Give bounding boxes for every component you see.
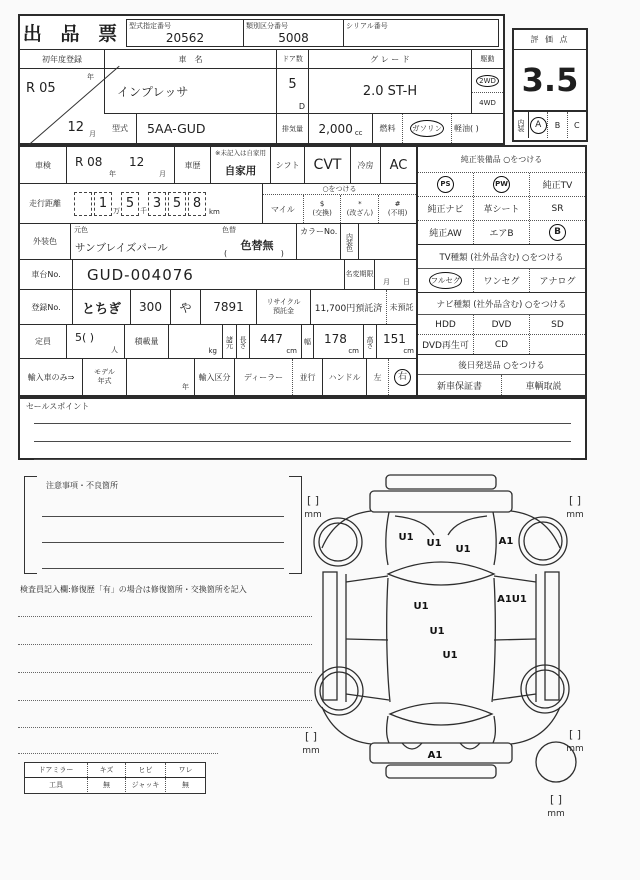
mileage-digit-box [74, 192, 92, 216]
color-row [20, 224, 416, 260]
chassis-value: GUD-004076 [72, 260, 344, 289]
tread-mm-label: mm [566, 744, 584, 754]
width-cell [313, 325, 363, 358]
navi-dvd: DVD [473, 315, 529, 334]
interior-grade-row [514, 110, 586, 138]
a-pillar-left [346, 576, 388, 582]
front-plate [386, 475, 496, 489]
recycle-label-1: リサイクル [266, 297, 301, 306]
navi-type-row-2 [418, 334, 585, 354]
tamper-symbol: * [358, 200, 362, 208]
airbag: エアB [473, 221, 529, 244]
mileage-digit-box: 3 [148, 192, 166, 216]
navi-type-header: ナビ種類 (社外品含む) ○をつける [418, 292, 585, 314]
damage-mark-rear-bumper: A1 [427, 750, 443, 761]
mileage-digit-box: 5 [168, 192, 186, 216]
mileage-sen-unit: 千 [140, 206, 147, 215]
oem-navi: 純正ナビ [427, 205, 464, 215]
rear-window [390, 703, 492, 725]
front-left-fender [322, 511, 371, 548]
first-reg-cell [20, 69, 104, 143]
color-change-cell [218, 224, 310, 259]
notes-label: 注意事項・不良箇所 [46, 481, 118, 490]
shift-value: CVT [304, 147, 350, 183]
capacity-unit: 人 [111, 346, 118, 354]
height-label: 高さ [363, 325, 376, 358]
mileage-mile: マイル [270, 204, 295, 214]
recycle-value: 11,700円預託済 [310, 290, 386, 324]
equipment-row-3 [418, 220, 585, 244]
damage-mark-hood-right: U1 [455, 544, 471, 555]
shift-label: シフト [270, 147, 304, 183]
width-label: 幅 [301, 325, 313, 358]
drive-2wd-selected: 2WD [476, 75, 499, 87]
equipment-header: 純正装備品 ○をつける [460, 155, 543, 164]
interior-color-value [358, 224, 416, 259]
damage-mark-roof: U1 [429, 626, 445, 637]
tread-mm-label: mm [304, 510, 322, 520]
inspector-label: 検査員記入欄:修復歴「有」の場合は修復箇所・交換箇所を記入 [20, 585, 247, 594]
spec-label: 諸元 [222, 325, 236, 358]
color-change-parens: ( ) [224, 249, 310, 258]
history-label: 車歴 [174, 147, 210, 183]
c-pillar-left [346, 694, 389, 700]
namechange-label-cell [344, 260, 374, 289]
first-reg-year: R 05 [26, 81, 56, 96]
damage-mark-left-door: U1 [413, 601, 429, 612]
model-code-value: 20562 [165, 30, 205, 45]
notes-section [24, 476, 302, 574]
rear-plate [386, 765, 496, 778]
interior-grade-c: C [567, 112, 586, 138]
tools-none: 無 [87, 778, 125, 792]
import-dealer: ディーラー [234, 359, 292, 395]
fuel-label: 燃料 [372, 114, 402, 143]
shaken-year: R 08 [75, 155, 103, 169]
mileage-digit-box: 5 [121, 192, 139, 216]
import-label: 輸入車のみ⇒ [27, 372, 75, 382]
model-code-field [126, 19, 244, 47]
vehicle-manual: 車輌取説 [501, 375, 585, 395]
color-no-label: カラーNo. [296, 224, 340, 259]
model-year-label-1: モデル [94, 367, 115, 376]
doors-header: ドア数 [276, 50, 308, 68]
load-cell [168, 325, 222, 358]
mileage-man-unit: 万 [113, 206, 120, 215]
tools-label: 工具 [49, 781, 63, 789]
inspection-row [20, 147, 416, 184]
first-reg-month: 12 [67, 120, 84, 135]
later-shipping-row [418, 374, 585, 395]
navi-empty-cell [529, 335, 585, 354]
shaken-label: 車検 [35, 160, 51, 170]
chassis-label: 車台No. [31, 270, 61, 279]
notes-line [42, 542, 284, 543]
notes-line [42, 516, 284, 517]
tools-table [24, 762, 206, 794]
fuel-diesel-cell [451, 114, 503, 143]
mileage-unit: km [209, 207, 220, 216]
width-value: 178 [324, 332, 347, 346]
mileage-unknown [378, 195, 416, 223]
break-label: ワレ [165, 763, 205, 777]
tools-row-2 [25, 778, 205, 792]
reg-region: とちぎ [72, 290, 130, 324]
handle-label: ハンドル [322, 359, 366, 395]
first-reg-header: 初年度登録 [42, 54, 82, 64]
page-title: 出 品 票 [22, 23, 124, 45]
model-year-label-2: 年式 [97, 377, 112, 385]
mid-form [18, 145, 587, 397]
length-cm: cm [286, 347, 297, 355]
front-bumper [370, 491, 512, 512]
tv-type-row [418, 268, 585, 292]
import-division-label: 輸入区分 [194, 359, 234, 395]
disp-label: 排気量 [276, 114, 308, 143]
orig-color-value: サンブレイズパール [75, 242, 168, 254]
load-unit: kg [208, 347, 217, 355]
model-label: 型式 [112, 124, 128, 133]
drive-4wd: 4WD [479, 98, 496, 107]
equipment-column [416, 147, 585, 395]
inspector-line [18, 700, 312, 701]
reg-number: 7891 [200, 290, 256, 324]
recycle-label-cell [256, 290, 310, 324]
handle-left: 左 [366, 359, 388, 395]
model-value: 5AA-GUD [136, 114, 276, 143]
crack-label: ヒビ [125, 763, 165, 777]
navi-type-row-1 [418, 314, 585, 334]
right-sill [545, 572, 559, 700]
column-header-row [20, 50, 503, 69]
registration-row [20, 290, 416, 325]
namechange-month-unit: 月 [383, 278, 390, 286]
car-name-header: 車 名 [104, 50, 276, 68]
tread-bracket: [ ] [568, 728, 582, 741]
tools-row-1 [25, 763, 205, 778]
tread-bracket: [ ] [304, 730, 318, 743]
damage-mark-hood-left: U1 [398, 532, 414, 543]
jack-none: 無 [165, 778, 205, 792]
height-value: 151 [383, 332, 406, 346]
tread-mm-label: mm [547, 809, 565, 819]
sales-point-line [34, 423, 571, 424]
history-cell [210, 147, 270, 183]
chassis-row [20, 260, 416, 290]
leather-seat: 革シート [473, 197, 529, 220]
sales-point-line [34, 441, 571, 442]
model-code-label: 型式指定番号 [129, 21, 171, 30]
car-damage-diagram [298, 462, 640, 827]
shaken-month: 12 [129, 155, 145, 169]
front-right-fender [511, 511, 560, 548]
width-cm: cm [348, 347, 359, 355]
inspector-line [18, 644, 312, 645]
import-row [20, 359, 416, 395]
orig-color-cell [70, 224, 218, 259]
notes-bracket-left [24, 476, 37, 574]
shaken-month-unit: 月 [159, 170, 166, 178]
history-note: ※未記入は自家用 [215, 149, 266, 157]
inspector-line [18, 727, 312, 728]
ps-selected: PS [437, 176, 454, 193]
height-cm: cm [403, 347, 414, 355]
drive-header: 駆動 [471, 50, 503, 68]
pw-selected: PW [493, 176, 510, 193]
recycle-label-2: 預託金 [273, 307, 294, 315]
ext-color-label: 外装色 [33, 237, 57, 246]
mileage-digit-box: 1 [94, 192, 112, 216]
cd: CD [473, 335, 529, 354]
drive-cell [471, 69, 503, 113]
mileage-tamper [340, 195, 378, 223]
hood-left-edge [386, 512, 389, 565]
trunk-right-edge [493, 716, 495, 743]
sales-point-box [18, 397, 587, 460]
dvd-playable: DVD再生可 [422, 341, 469, 351]
load-label: 積載量 [124, 325, 168, 358]
exchange-symbol: $ [319, 200, 325, 208]
reg-kana: や [170, 290, 200, 324]
inspector-line [18, 753, 218, 754]
first-reg-year-unit: 年 [87, 73, 94, 81]
rear-left-tire [315, 667, 363, 715]
navi-sd: SD [529, 315, 585, 334]
capacity-label: 定員 [35, 337, 51, 346]
reg-class-no: 300 [130, 290, 170, 324]
mileage-circle-note: ○をつける [263, 184, 416, 195]
unknown-label: (不明) [387, 209, 408, 217]
jack-label: ジャッキ [125, 778, 165, 792]
first-reg-month-unit: 月 [89, 130, 96, 138]
class-code-field [244, 19, 344, 47]
history-value: 自家用 [224, 165, 257, 177]
import-parallel: 並行 [292, 359, 322, 395]
damage-mark-hood-center: U1 [426, 538, 442, 549]
rear-bumper-curve-left [402, 743, 422, 749]
later-shipping-header: 後日発送品 ○をつける [418, 354, 585, 374]
damage-mark-roof-rear: U1 [442, 650, 458, 661]
fullseg-selected: フルセグ [429, 272, 463, 289]
oneseg: ワンセグ [473, 269, 529, 292]
score-box [512, 28, 588, 142]
fuel-paren: ( ) [470, 124, 479, 133]
score-value: 3.5 [521, 61, 579, 99]
capacity-value: 5( ) [75, 331, 95, 344]
left-sill [323, 572, 337, 700]
namechange-label: 名変期限 [345, 270, 374, 279]
fuel-diesel: 軽油 [454, 124, 470, 133]
serial-field [344, 19, 499, 47]
model-year-cell [126, 359, 194, 395]
grade-header: グ レ ー ド [308, 50, 471, 68]
top-form [18, 14, 505, 145]
interior-grade-a-selected: A [530, 117, 547, 134]
fuel-gasoline-selected: ガソリン [410, 120, 444, 137]
scratch-label: キズ [87, 763, 125, 777]
exchange-label: (交換) [312, 209, 332, 217]
interior-grade-b: B [547, 112, 566, 138]
namechange-day-unit: 日 [403, 278, 410, 286]
hood-right-edge [493, 512, 496, 565]
shaken-year-unit: 年 [109, 170, 116, 178]
tread-mm-label: mm [566, 510, 584, 520]
mileage-label: 走行距離 [29, 199, 61, 208]
left-door-split [346, 639, 388, 640]
doors-cell [276, 69, 308, 113]
oem-tv: 純正TV [529, 173, 585, 196]
model-year-label-cell [82, 359, 126, 395]
ac-label: 冷房 [350, 147, 380, 183]
fuel-gas-cell [402, 114, 451, 143]
color-change-label: 色替 [222, 226, 236, 234]
tread-bracket: [ ] [549, 793, 563, 806]
interior-grade-label: 内装 [517, 119, 525, 131]
equipment-row-2 [418, 196, 585, 220]
windshield [388, 562, 494, 585]
damage-mark-right-door: A1U1 [497, 594, 527, 605]
inspector-line [18, 672, 312, 673]
disp-cell [308, 114, 372, 143]
shaken-value-cell [66, 147, 174, 183]
sunroof: SR [529, 197, 585, 220]
sales-point-label: セールスポイント [26, 402, 90, 411]
tread-mm-label: mm [302, 746, 320, 756]
score-label: 評 価 点 [514, 30, 586, 50]
analog: アナログ [529, 269, 585, 292]
equipment-row-1 [418, 172, 585, 196]
grade-value: 2.0 ST-H [308, 69, 471, 113]
sales-point-line [34, 459, 571, 460]
mileage-digit-box: 8 [188, 192, 206, 216]
disp-value: 2,000 [318, 121, 353, 136]
airbag-b-selected: B [549, 224, 566, 241]
navi-hdd: HDD [435, 319, 456, 330]
rear-right-fender [511, 707, 560, 744]
cowl-arc-right [448, 516, 487, 535]
a-pillar-right [494, 576, 536, 582]
length-cell [249, 325, 301, 358]
color-change-value: 色替無 [240, 239, 274, 252]
serial-label: シリアル番号 [346, 21, 388, 30]
height-cell [376, 325, 416, 358]
oem-wheels: 純正AW [429, 229, 462, 239]
tread-bracket: [ ] [568, 494, 582, 507]
length-value: 447 [260, 332, 283, 346]
right-door-split [494, 639, 536, 640]
interior-color-label: 内装色 [340, 224, 358, 259]
capacity-cell [66, 325, 124, 358]
capacity-row [20, 325, 416, 359]
ac-value: AC [380, 147, 416, 183]
rear-bumper-curve-right [460, 743, 480, 749]
door-mirror-label: ドアミラー [38, 766, 74, 774]
mileage-flag-cell [262, 184, 416, 223]
unknown-symbol: # [394, 200, 401, 208]
doors-unit: D [298, 102, 305, 111]
form-header-row [20, 16, 503, 50]
disp-unit: cc [354, 128, 363, 137]
inspector-line [18, 616, 312, 617]
class-code-label: 類別区分番号 [246, 21, 288, 30]
rear-left-wheel [320, 672, 358, 710]
new-car-warranty: 新車保証書 [436, 381, 482, 392]
mileage-exchange [303, 195, 341, 223]
damage-mark-front-right-fender: A1 [498, 536, 514, 547]
namechange-date-cell [374, 260, 416, 289]
orig-color-label: 元色 [74, 226, 88, 234]
handle-right-selected: 右 [394, 369, 411, 386]
doors-value: 5 [288, 77, 297, 92]
tamper-label: (改ざん) [346, 209, 374, 217]
trunk-left-edge [387, 716, 389, 743]
car-name-value: インプレッサ [104, 69, 276, 113]
tv-type-header: TV種類 (社外品含む) ○をつける [418, 244, 585, 268]
class-code-value: 5008 [278, 30, 309, 45]
mileage-digits [70, 184, 262, 223]
tread-bracket: [ ] [306, 494, 320, 507]
notes-line [42, 568, 284, 569]
not-deposited: 未預託 [386, 290, 416, 324]
mileage-row [20, 184, 416, 224]
model-year-unit: 年 [182, 383, 189, 391]
length-label: 長さ [236, 325, 249, 358]
reg-label: 登録No. [31, 302, 61, 312]
